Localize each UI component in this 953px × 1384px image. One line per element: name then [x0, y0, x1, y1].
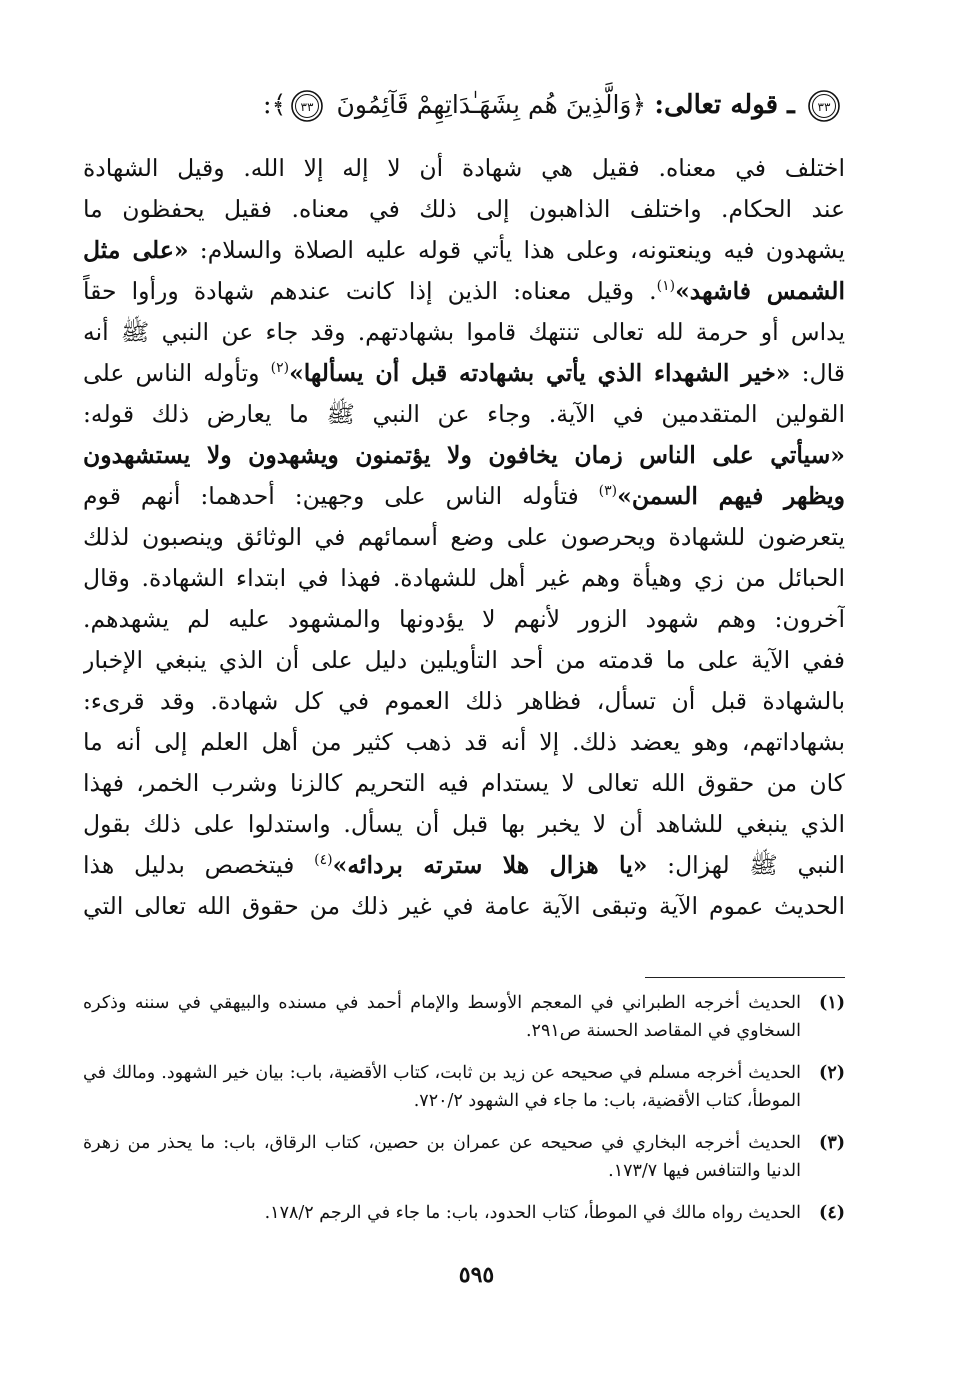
- body-segment: يداس أو حرمة لله تعالى تنتهك قاموا بشهادتهم. وقد جاء عن النبي ﷺ أنه: [83, 318, 845, 346]
- footnotes-section: [83, 989, 845, 1241]
- body-line: [83, 558, 845, 599]
- body-segment: فيتخصص بدليل هذا: [83, 851, 315, 879]
- hadith-quote: «خير الشهداء الذي يأتي بشهادته قبل أن يسألها»: [289, 359, 791, 387]
- page-number: ٥٩٥: [458, 1262, 495, 1288]
- heading-label: ـ قوله تعالى:: [654, 90, 795, 120]
- footnote-divider: [645, 977, 845, 978]
- body-line: [83, 230, 845, 271]
- footnote-text: الحديث أخرجه الطبراني في المعجم الأوسط والإمام أحمد في مسنده والبيهقي في سننه وذكره السخاوي في المقاصد الحسنة ص٢٩١.: [83, 993, 801, 1041]
- body-segment: النبي ﷺ لهزال:: [647, 851, 845, 879]
- body-segment: الذي ينبغي للشاهد أن لا يخبر بها قبل أن يسأل. واستدلوا على ذلك بقول: [83, 810, 845, 838]
- body-line: [83, 476, 845, 517]
- body-line: [83, 435, 845, 476]
- footnote-text: الحديث أخرجه البخاري في صحيحه عن عمران بن حصين، كتاب الرقاق، باب: ما يحذر من زهرة الدنيا والتنافس فيها ١٧٣/٧.: [83, 1133, 801, 1181]
- body-segment: القولين المتقدمين في الآية. وجاء عن النبي ﷺ ما يعارض ذلك قوله:: [83, 400, 845, 428]
- body-line: [83, 271, 845, 312]
- footnote-item: [83, 1129, 845, 1185]
- body-line: [83, 353, 845, 394]
- footnote-number: (٣): [819, 1133, 845, 1153]
- verse-number: ٣٣: [817, 100, 831, 114]
- body-segment: بالشهادة قبل أن تسأل، فظاهر ذلك العموم في كل شهادة. وقد قرىء:: [83, 687, 845, 715]
- hadith-quote: «سيأتي على الناس زمان يخافون ولا يؤتمنون ويشهدون ولا يستشهدون: [83, 441, 845, 469]
- hadith-quote: «يا هزال هلا سترته بردائه»: [332, 851, 648, 879]
- body-segment: . وقيل معناه: الذين إذا كانت عندهم شهادة ورأوا حقاً: [83, 277, 657, 305]
- footnote-number: (١): [819, 993, 845, 1013]
- body-line: [83, 886, 845, 927]
- body-line: [83, 681, 845, 722]
- footnote-marker: (٢): [270, 360, 290, 377]
- body-line: [83, 640, 845, 681]
- footnote-text: الحديث رواه مالك في الموطأ، كتاب الحدود، باب: ما جاء في الرجم ١٧٨/٢.: [264, 1203, 801, 1223]
- body-line: [83, 599, 845, 640]
- body-segment: بشهاداتهم، وهو يعضد ذلك. إلا أنه قد ذهب كثير من أهل العلم إلى أنه ما: [83, 728, 845, 756]
- hadith-quote: الشمس فاشهد»: [675, 277, 845, 305]
- verse-end-ornament-icon: [290, 89, 324, 123]
- body-segment: فتأوله الناس على وجهين: أحدهما: أنهم قوم: [83, 482, 599, 510]
- verse-heading: [100, 82, 845, 128]
- footnote-marker: (٣): [598, 483, 618, 500]
- body-segment: كان من حقوق الله تعالى لا يستدام فيه التحريم كالزنا وشرب الخمر، فهذا: [83, 769, 845, 797]
- body-line: [83, 189, 845, 230]
- body-line: [83, 763, 845, 804]
- body-segment: اختلف في معناه. فقيل هي شهادة أن لا إله إلا الله. وقيل الشهادة: [83, 154, 845, 182]
- body-segment: الحديث عموم الآية وتبقى الآية عامة في غير ذلك من حقوق الله تعالى التي: [83, 892, 845, 920]
- body-segment: وتأوله الناس على: [83, 359, 271, 387]
- footnote-number: (٤): [819, 1203, 845, 1223]
- hadith-quote: ويظهر فيهم السمن»: [617, 482, 845, 510]
- body-line: [83, 517, 845, 558]
- footnote-marker: (١): [656, 278, 676, 295]
- footnote-item: [83, 1199, 845, 1227]
- verse-number-ornament-icon: [807, 89, 841, 123]
- body-line: [83, 722, 845, 763]
- body-segment: يشهدون فيه وينعتونه، وعلى هذا يأتي قوله عليه الصلاة والسلام:: [188, 236, 845, 264]
- verse-number-end: ٣٣: [300, 100, 314, 114]
- body-segment: الحبائل من زي وهيأة وهم غير أهل للشهادة. فهذا في ابتداء الشهادة. وقال: [83, 564, 845, 592]
- footnote-number: (٢): [819, 1063, 845, 1083]
- heading-colon: :: [262, 90, 272, 120]
- verse-open-bracket: ﴿: [631, 90, 647, 119]
- footnote-item: [83, 1059, 845, 1115]
- body-line: [83, 312, 845, 353]
- body-line: [83, 845, 845, 886]
- footnote-marker: (٤): [314, 852, 333, 869]
- body-line: [83, 148, 845, 189]
- body-segment: آخرون: وهم شهود الزور لأنهم لا يؤدونها والمشهود عليه لم يشهدهم.: [83, 605, 845, 633]
- verse-close-bracket: ﴾: [271, 90, 287, 119]
- hadith-quote: «على مثل: [83, 236, 189, 264]
- body-segment: يتعرضون للشهادة ويحرصون على وضع أسمائهم في الوثائق وينصبون لذلك: [83, 523, 845, 551]
- footnote-item: [83, 989, 845, 1045]
- commentary-body: [83, 148, 845, 968]
- body-line: [83, 394, 845, 435]
- body-line: [83, 804, 845, 845]
- body-segment: قال:: [790, 359, 845, 387]
- body-segment: عند الحكام. واختلف الذاهبون إلى ذلك في معناه. فقيل يحفظون ما: [83, 195, 845, 223]
- verse-text: وَالَّذِينَ هُم بِشَهَـٰدَاتِهِمْ قَآئِمُونَ: [336, 90, 632, 119]
- body-segment: ففي الآية على ما قدمته من أحد التأويلين دليل على أن الذي ينبغي الإخبار: [83, 646, 845, 674]
- footnote-text: الحديث أخرجه مسلم في صحيحه عن زيد بن ثابت، كتاب الأقضية، باب: بيان خير الشهود. ومالك في الموطأ، كتاب الأقضية، باب: ما جاء في الشهود ٧٢٠/٢.: [83, 1063, 801, 1111]
